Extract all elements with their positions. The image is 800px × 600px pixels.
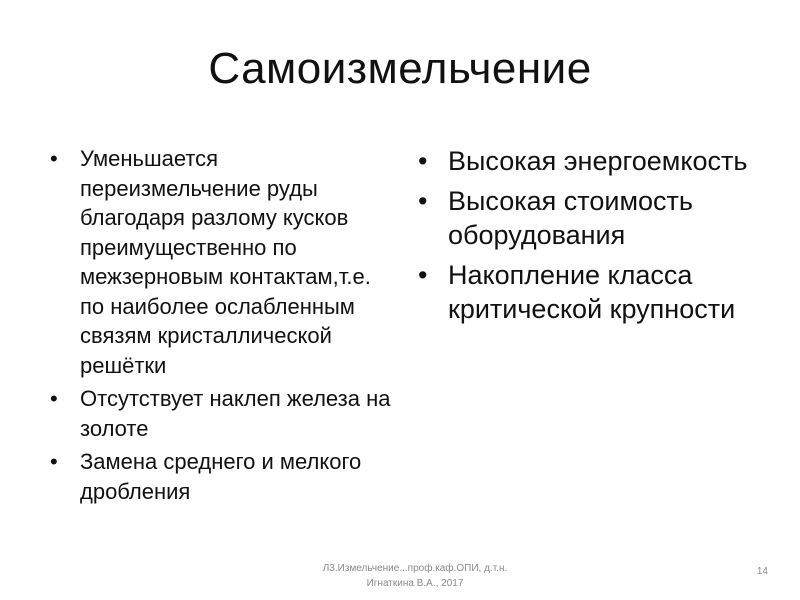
list-item [418,144,768,178]
list-item [50,447,400,506]
bullet-icon: • [418,186,428,216]
list-item-text: Высокая энергоемкость [448,146,748,176]
right-bullet-list [418,144,768,326]
list-item [418,184,768,252]
list-item-text: Уменьшается переизмельчение руды благодаря разлому кусков преимущественно по межзерновым контактам,т.е. по наиболее ослабленным связям кристаллической решётки [80,146,371,378]
list-item-text: Замена среднего и мелкого дробления [80,449,362,504]
bullet-icon: • [50,386,58,411]
left-column [50,144,400,510]
slide-title: Самоизмельчение [208,44,592,93]
bullet-icon: • [50,449,58,474]
bullet-icon: • [50,146,58,171]
page-number: 14 [756,566,768,577]
list-item [50,384,400,443]
list-item-text: Высокая стоимость оборудования [448,186,693,250]
list-item [50,144,400,380]
right-column [418,144,768,332]
bullet-icon: • [418,260,428,290]
left-bullet-list [50,144,400,506]
list-item [418,258,768,326]
bullet-icon: • [418,146,428,176]
list-item-text: Отсутствует наклеп железа на золоте [80,386,391,441]
slide-footer: Л3.Измельчение...проф.каф.ОПИ, д.т.н. Игнаткина В.А., 2017 [322,563,508,589]
list-item-text: Накопление класса критической крупности [448,260,736,324]
